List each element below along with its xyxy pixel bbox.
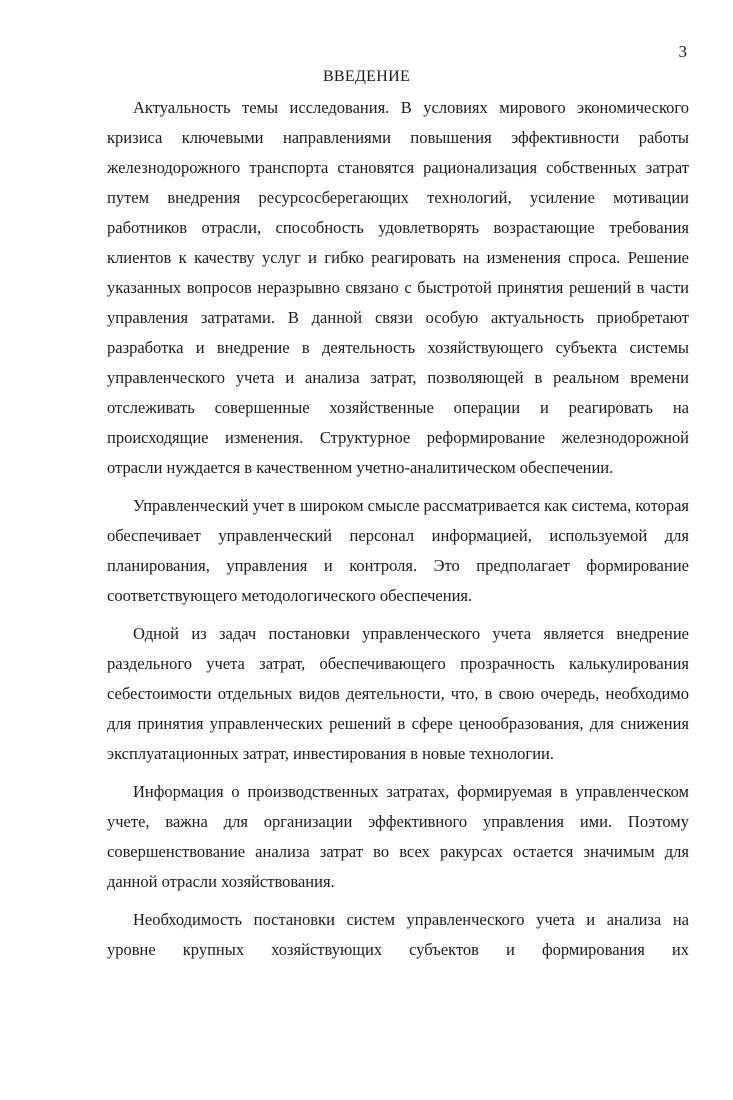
paragraph-management-accounting: Управленческий учет в широком смысле рассматривается как система, которая обеспечивает управленческий персонал информацией, используемой для планирования, управления и контроля. Это предполагает формирование соответствующего методологического обеспечения.: [107, 496, 689, 605]
paragraph-separate-accounting: Одной из задач постановки управленческого учета является внедрение раздельного учета затрат, обеспечивающего прозрачность калькулирования себестоимости отдельных видов деятельности, что, в свою очередь, необходимо для принятия управленческих решений в сфере ценообразования, для снижения эксплуатационных затрат, инвестирования в новые технологии.: [107, 624, 689, 763]
paragraph-necessity: Необходимость постановки систем управленческого учета и анализа на уровне крупных хозяйствующих субъектов и формирования их: [107, 910, 689, 959]
paragraph-relevance: Актуальность темы исследования. В условиях мирового экономического кризиса ключевыми направлениями повышения эффективности работы железнодорожного транспорта становятся рационализация собственных затрат путем внедрения ресурсосберегающих технологий, усиление мотивации работников отрасли, способность удовлетворять возрастающие требования клиентов к качеству услуг и гибко реагировать на изменения спроса. Решение указанных вопросов неразрывно связано с быстротой принятия решений в части управления затратами. В данной связи особую актуальность приобретают разработка и внедрение в деятельность хозяйствующего субъекта системы управленческого учета и анализа затрат, позволяющей в реальном времени отслеживать совершенные хозяйственные операции и реагировать на происходящие изменения. Структурное реформирование железнодорожной отрасли нуждается в качественном учетно-аналитическом обеспечении.: [107, 98, 689, 477]
section-heading: ВВЕДЕНИЕ: [322, 68, 411, 85]
page-number: 3: [678, 42, 687, 61]
body-text: [107, 93, 689, 973]
paragraph-cost-information: Информация о производственных затратах, формируемая в управленческом учете, важна для организации эффективного управления ими. Поэтому совершенствование анализа затрат во всех ракурсах остается значимым для данной отрасли хозяйствования.: [107, 782, 689, 891]
